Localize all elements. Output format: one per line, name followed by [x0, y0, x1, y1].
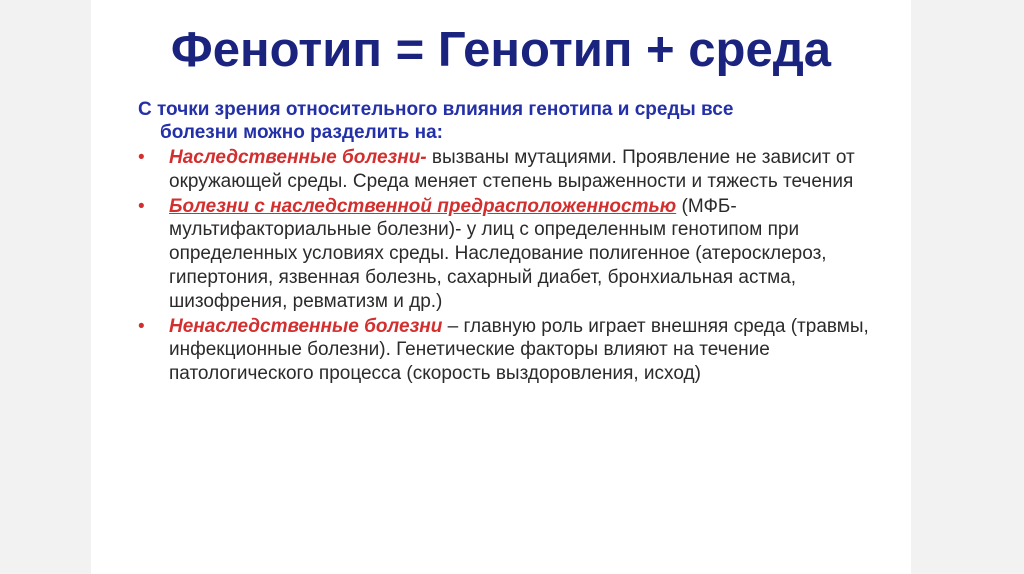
bullet-icon: • [138, 315, 145, 337]
bullet-icon: • [138, 147, 145, 168]
list-item-predisposition [138, 195, 898, 314]
intro-line-2: болезни можно разделить на: [160, 122, 443, 143]
term-predisposition: Болезни с наследственной предрасположенностью [169, 195, 677, 217]
intro-line-1: С точки зрения относительного влияния генотипа и среды все [138, 99, 734, 120]
term-nonhereditary: Ненаследственные болезни [169, 315, 443, 337]
list-item-nonhereditary [138, 315, 898, 386]
term-hereditary: Наследственные болезни- [169, 147, 427, 168]
slide [91, 0, 911, 574]
slide-title: Фенотип = Генотип + среда [170, 23, 832, 77]
bullet-icon: • [138, 195, 145, 217]
disease-list [138, 146, 898, 387]
intro-text [138, 98, 898, 144]
list-item-hereditary [138, 146, 898, 194]
item-text-predisposition: (МФБ-мультифакториальные болезни)- у лиц с определенным генотипом при определенных условиях среды. Наследование полигенное (атеросклероз, гипертония, язвенная болезнь, сахарный диабет, бронхиальная астма, шизофрения, ревматизм и др.) [169, 195, 827, 312]
item-text-nonhereditary: – главную роль играет внешняя среда (травмы, инфекционные болезни). Генетические факторы влияют на течение патологического процесса (скорость выздоровления, исход) [169, 315, 869, 385]
item-text-hereditary: вызваны мутациями. Проявление не зависит от окружающей среды. Среда меняет степень выраженности и тяжесть течения [169, 147, 855, 192]
